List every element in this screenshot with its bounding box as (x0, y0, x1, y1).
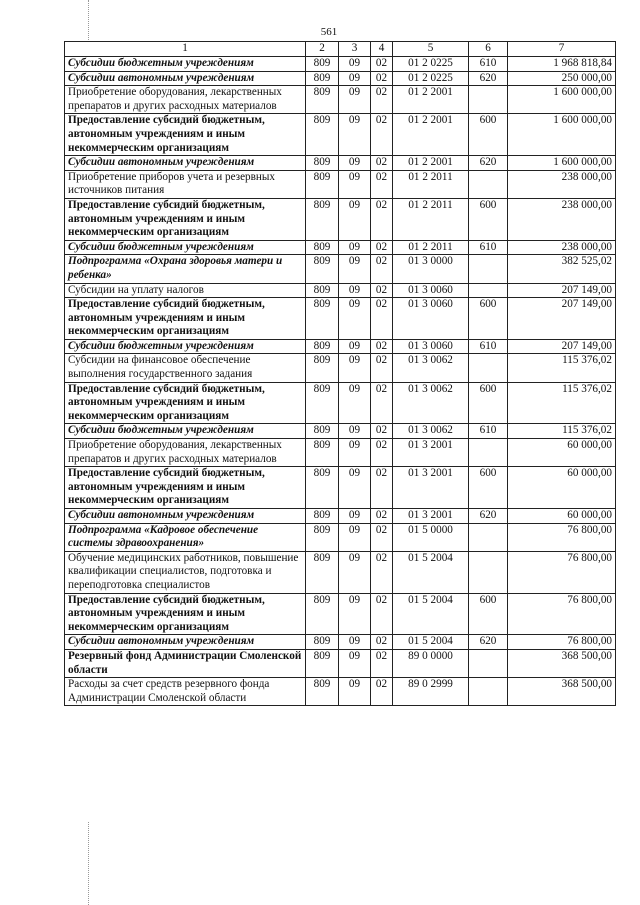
expense-name-cell: Субсидии на финансовое обеспечение выполнения государственного задания (65, 354, 306, 382)
section-code-cell: 09 (339, 593, 371, 635)
amount-cell: 207 149,00 (508, 283, 616, 298)
ministry-code-cell: 809 (306, 509, 339, 524)
expense-name-cell: Субсидии бюджетным учреждениям (65, 240, 306, 255)
expense-type-cell: 620 (469, 156, 508, 171)
ministry-code-cell: 809 (306, 593, 339, 635)
expense-name-cell: Резервный фонд Администрации Смоленской области (65, 649, 306, 677)
section-code-cell: 09 (339, 649, 371, 677)
expense-type-cell: 620 (469, 509, 508, 524)
target-article-cell: 01 2 2001 (393, 156, 469, 171)
table-row (65, 467, 616, 509)
ministry-code-cell: 809 (306, 649, 339, 677)
table-row (65, 649, 616, 677)
target-article-cell: 89 0 2999 (393, 678, 469, 706)
section-code-cell: 09 (339, 86, 371, 114)
amount-cell: 238 000,00 (508, 198, 616, 240)
expense-name-cell: Субсидии бюджетным учреждениям (65, 57, 306, 72)
ministry-code-cell: 809 (306, 635, 339, 650)
expense-name-cell: Предоставление субсидий бюджетным, автономным учреждениям и иным некоммерческим организациям (65, 382, 306, 424)
expense-name-cell: Приобретение оборудования, лекарственных препаратов и других расходных материалов (65, 86, 306, 114)
expense-name-cell: Субсидии автономным учреждениям (65, 71, 306, 86)
expense-name-cell: Субсидии автономным учреждениям (65, 156, 306, 171)
expense-name-cell: Предоставление субсидий бюджетным, автономным учреждениям и иным некоммерческим организациям (65, 198, 306, 240)
section-code-cell: 09 (339, 678, 371, 706)
table-row (65, 635, 616, 650)
ministry-code-cell: 809 (306, 86, 339, 114)
expense-type-cell (469, 523, 508, 551)
ministry-code-cell: 809 (306, 170, 339, 198)
expense-type-cell: 600 (469, 298, 508, 340)
section-code-cell: 09 (339, 354, 371, 382)
section-code-cell: 09 (339, 57, 371, 72)
expense-name-cell: Подпрограмма «Кадровое обеспечение системы здравоохранения» (65, 523, 306, 551)
subsection-code-cell: 02 (371, 156, 393, 171)
expense-name-cell: Предоставление субсидий бюджетным, автономным учреждениям и иным некоммерческим организациям (65, 467, 306, 509)
expense-name-cell: Приобретение оборудования, лекарственных препаратов и других расходных материалов (65, 439, 306, 467)
section-code-cell: 09 (339, 439, 371, 467)
table-row (65, 114, 616, 156)
amount-cell: 238 000,00 (508, 170, 616, 198)
amount-cell: 250 000,00 (508, 71, 616, 86)
subsection-code-cell: 02 (371, 298, 393, 340)
expense-type-cell: 610 (469, 424, 508, 439)
subsection-code-cell: 02 (371, 57, 393, 72)
section-code-cell: 09 (339, 255, 371, 283)
target-article-cell: 01 3 0062 (393, 354, 469, 382)
target-article-cell: 01 5 0000 (393, 523, 469, 551)
target-article-cell: 01 2 0225 (393, 71, 469, 86)
expense-type-cell: 610 (469, 57, 508, 72)
scan-artifact-line (88, 822, 89, 905)
amount-cell: 76 800,00 (508, 551, 616, 593)
expense-type-cell (469, 551, 508, 593)
amount-cell: 76 800,00 (508, 635, 616, 650)
column-number-header (65, 42, 616, 57)
table-row (65, 551, 616, 593)
target-article-cell: 01 5 2004 (393, 593, 469, 635)
target-article-cell: 01 3 0060 (393, 339, 469, 354)
amount-cell: 1 600 000,00 (508, 156, 616, 171)
expense-type-cell: 620 (469, 635, 508, 650)
target-article-cell: 01 5 2004 (393, 635, 469, 650)
table-row (65, 198, 616, 240)
ministry-code-cell: 809 (306, 382, 339, 424)
expense-name-cell: Обучение медицинских работников, повышение квалификации специалистов, подготовка и переподготовка специалистов (65, 551, 306, 593)
subsection-code-cell: 02 (371, 424, 393, 439)
amount-cell: 60 000,00 (508, 509, 616, 524)
page-number: 561 (320, 26, 338, 38)
table-row (65, 86, 616, 114)
subsection-code-cell: 02 (371, 635, 393, 650)
target-article-cell: 01 5 2004 (393, 551, 469, 593)
expense-type-cell: 610 (469, 240, 508, 255)
expense-type-cell: 600 (469, 114, 508, 156)
amount-cell: 207 149,00 (508, 298, 616, 340)
expense-name-cell: Субсидии автономным учреждениям (65, 635, 306, 650)
table-row (65, 283, 616, 298)
section-code-cell: 09 (339, 170, 371, 198)
amount-cell: 115 376,02 (508, 382, 616, 424)
section-code-cell: 09 (339, 339, 371, 354)
table-row (65, 678, 616, 706)
expense-name-cell: Предоставление субсидий бюджетным, автономным учреждениям и иным некоммерческим организациям (65, 593, 306, 635)
expense-name-cell: Субсидии бюджетным учреждениям (65, 424, 306, 439)
target-article-cell: 01 3 0060 (393, 298, 469, 340)
column-header-5: 5 (393, 42, 469, 57)
subsection-code-cell: 02 (371, 255, 393, 283)
subsection-code-cell: 02 (371, 339, 393, 354)
amount-cell: 60 000,00 (508, 467, 616, 509)
ministry-code-cell: 809 (306, 57, 339, 72)
target-article-cell: 01 2 2001 (393, 114, 469, 156)
subsection-code-cell: 02 (371, 114, 393, 156)
amount-cell: 382 525,02 (508, 255, 616, 283)
ministry-code-cell: 809 (306, 467, 339, 509)
target-article-cell: 89 0 0000 (393, 649, 469, 677)
target-article-cell: 01 3 2001 (393, 509, 469, 524)
subsection-code-cell: 02 (371, 523, 393, 551)
column-header-3: 3 (339, 42, 371, 57)
target-article-cell: 01 2 2001 (393, 86, 469, 114)
table-row (65, 424, 616, 439)
column-header-6: 6 (469, 42, 508, 57)
target-article-cell: 01 3 0062 (393, 382, 469, 424)
ministry-code-cell: 809 (306, 255, 339, 283)
expense-name-cell: Субсидии бюджетным учреждениям (65, 339, 306, 354)
expense-type-cell: 600 (469, 467, 508, 509)
table-row (65, 339, 616, 354)
expense-name-cell: Субсидии автономным учреждениям (65, 509, 306, 524)
target-article-cell: 01 2 0225 (393, 57, 469, 72)
table-row (65, 298, 616, 340)
subsection-code-cell: 02 (371, 283, 393, 298)
subsection-code-cell: 02 (371, 439, 393, 467)
column-header-1: 1 (65, 42, 306, 57)
subsection-code-cell: 02 (371, 86, 393, 114)
table-row (65, 509, 616, 524)
section-code-cell: 09 (339, 156, 371, 171)
expense-name-cell: Предоставление субсидий бюджетным, автономным учреждениям и иным некоммерческим организациям (65, 114, 306, 156)
expense-type-cell: 600 (469, 593, 508, 635)
section-code-cell: 09 (339, 198, 371, 240)
column-header-2: 2 (306, 42, 339, 57)
ministry-code-cell: 809 (306, 424, 339, 439)
subsection-code-cell: 02 (371, 198, 393, 240)
table-row (65, 523, 616, 551)
ministry-code-cell: 809 (306, 156, 339, 171)
expense-name-cell: Субсидии на уплату налогов (65, 283, 306, 298)
target-article-cell: 01 2 2011 (393, 240, 469, 255)
column-header-7: 7 (508, 42, 616, 57)
table-row (65, 57, 616, 72)
expense-name-cell: Подпрограмма «Охрана здоровья матери и ребенка» (65, 255, 306, 283)
section-code-cell: 09 (339, 71, 371, 86)
ministry-code-cell: 809 (306, 114, 339, 156)
amount-cell: 76 800,00 (508, 523, 616, 551)
column-header-4: 4 (371, 42, 393, 57)
section-code-cell: 09 (339, 509, 371, 524)
expense-type-cell (469, 86, 508, 114)
section-code-cell: 09 (339, 424, 371, 439)
target-article-cell: 01 3 0000 (393, 255, 469, 283)
table-row (65, 240, 616, 255)
table-row (65, 593, 616, 635)
target-article-cell: 01 3 0060 (393, 283, 469, 298)
subsection-code-cell: 02 (371, 354, 393, 382)
expense-type-cell (469, 283, 508, 298)
ministry-code-cell: 809 (306, 283, 339, 298)
section-code-cell: 09 (339, 283, 371, 298)
ministry-code-cell: 809 (306, 71, 339, 86)
expense-type-cell (469, 255, 508, 283)
table-row (65, 255, 616, 283)
subsection-code-cell: 02 (371, 551, 393, 593)
target-article-cell: 01 2 2011 (393, 198, 469, 240)
ministry-code-cell: 809 (306, 198, 339, 240)
expense-type-cell (469, 678, 508, 706)
section-code-cell: 09 (339, 240, 371, 255)
subsection-code-cell: 02 (371, 678, 393, 706)
section-code-cell: 09 (339, 467, 371, 509)
subsection-code-cell: 02 (371, 170, 393, 198)
ministry-code-cell: 809 (306, 240, 339, 255)
amount-cell: 115 376,02 (508, 354, 616, 382)
amount-cell: 207 149,00 (508, 339, 616, 354)
budget-table (64, 41, 616, 706)
scan-artifact-line (88, 0, 89, 40)
section-code-cell: 09 (339, 635, 371, 650)
subsection-code-cell: 02 (371, 509, 393, 524)
amount-cell: 368 500,00 (508, 678, 616, 706)
subsection-code-cell: 02 (371, 593, 393, 635)
subsection-code-cell: 02 (371, 467, 393, 509)
amount-cell: 1 968 818,84 (508, 57, 616, 72)
expense-type-cell: 600 (469, 198, 508, 240)
expense-type-cell (469, 354, 508, 382)
ministry-code-cell: 809 (306, 439, 339, 467)
target-article-cell: 01 3 0062 (393, 424, 469, 439)
target-article-cell: 01 3 2001 (393, 467, 469, 509)
amount-cell: 60 000,00 (508, 439, 616, 467)
section-code-cell: 09 (339, 382, 371, 424)
expense-name-cell: Расходы за счет средств резервного фонда Администрации Смоленской области (65, 678, 306, 706)
subsection-code-cell: 02 (371, 382, 393, 424)
amount-cell: 368 500,00 (508, 649, 616, 677)
amount-cell: 76 800,00 (508, 593, 616, 635)
table-row (65, 170, 616, 198)
expense-type-cell: 620 (469, 71, 508, 86)
table-row (65, 71, 616, 86)
amount-cell: 1 600 000,00 (508, 86, 616, 114)
target-article-cell: 01 2 2011 (393, 170, 469, 198)
expense-name-cell: Предоставление субсидий бюджетным, автономным учреждениям и иным некоммерческим организациям (65, 298, 306, 340)
subsection-code-cell: 02 (371, 71, 393, 86)
ministry-code-cell: 809 (306, 551, 339, 593)
expense-type-cell: 600 (469, 382, 508, 424)
expense-type-cell (469, 649, 508, 677)
section-code-cell: 09 (339, 114, 371, 156)
expense-name-cell: Приобретение приборов учета и резервных источников питания (65, 170, 306, 198)
amount-cell: 115 376,02 (508, 424, 616, 439)
ministry-code-cell: 809 (306, 298, 339, 340)
section-code-cell: 09 (339, 551, 371, 593)
expense-type-cell (469, 170, 508, 198)
ministry-code-cell: 809 (306, 339, 339, 354)
amount-cell: 1 600 000,00 (508, 114, 616, 156)
table-row (65, 156, 616, 171)
target-article-cell: 01 3 2001 (393, 439, 469, 467)
expense-type-cell: 610 (469, 339, 508, 354)
ministry-code-cell: 809 (306, 523, 339, 551)
section-code-cell: 09 (339, 523, 371, 551)
ministry-code-cell: 809 (306, 678, 339, 706)
amount-cell: 238 000,00 (508, 240, 616, 255)
table-row (65, 382, 616, 424)
expense-type-cell (469, 439, 508, 467)
ministry-code-cell: 809 (306, 354, 339, 382)
subsection-code-cell: 02 (371, 649, 393, 677)
subsection-code-cell: 02 (371, 240, 393, 255)
section-code-cell: 09 (339, 298, 371, 340)
table-row (65, 439, 616, 467)
table-row (65, 354, 616, 382)
